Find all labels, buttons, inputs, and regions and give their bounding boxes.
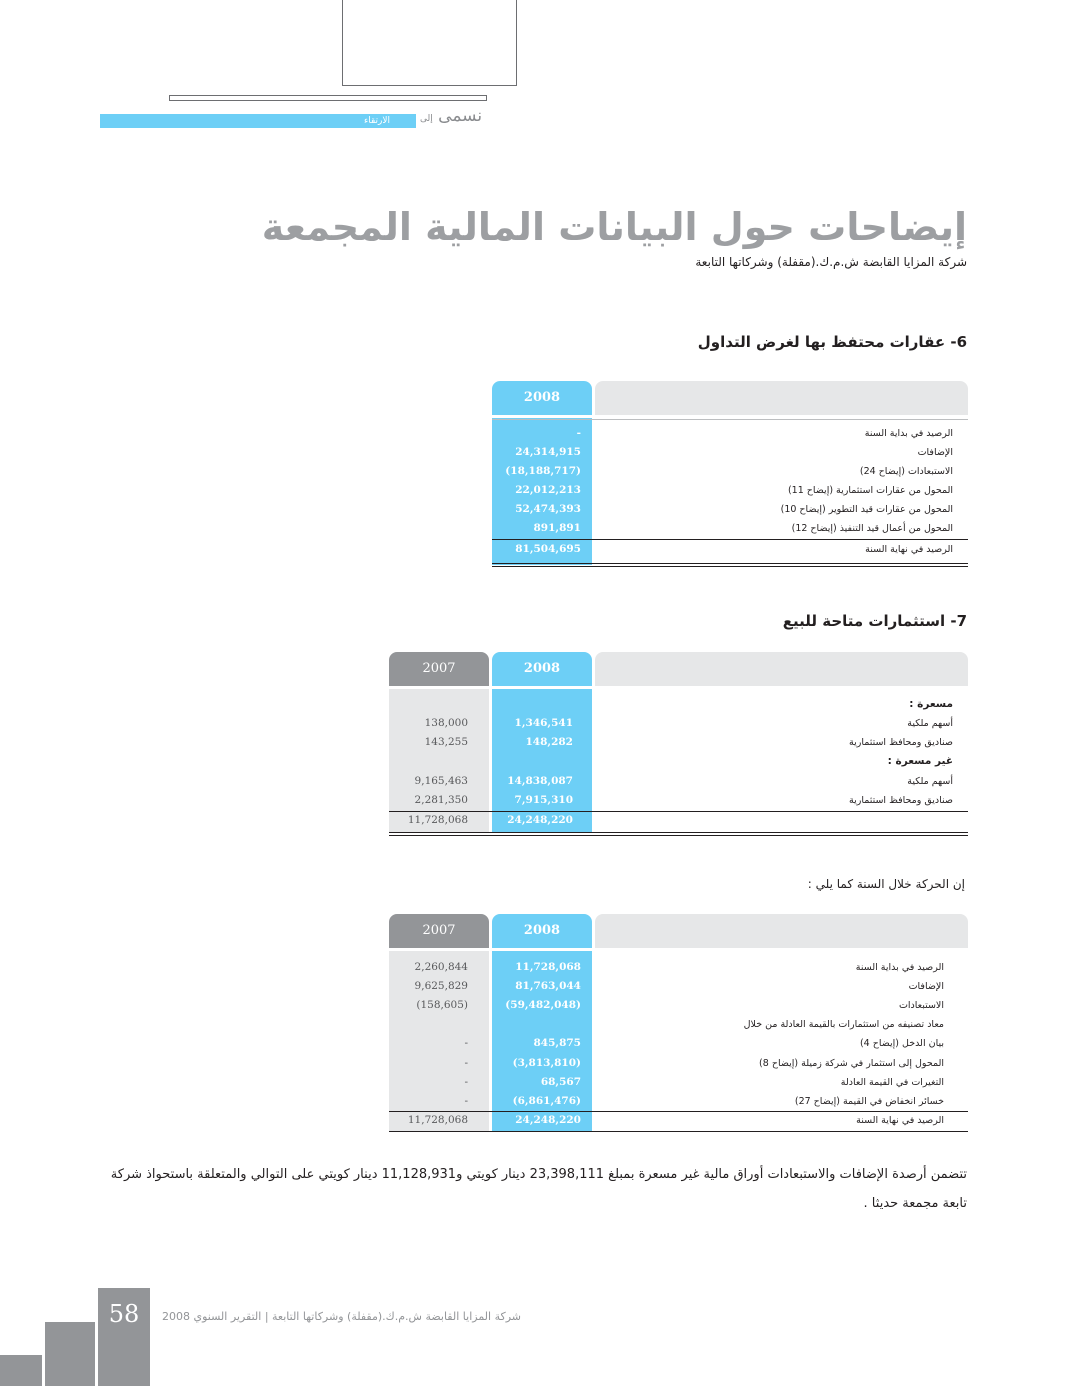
cell-2007: [389, 752, 468, 771]
row-label: التغيرات في القيمة العادلة: [840, 1077, 944, 1088]
footer-text: شركة المزايا القابضة ش.م.ك.(مقفلة) وشركاتها التابعة | التقرير السنوي 2008: [162, 1310, 521, 1323]
table-total-row: [389, 1111, 968, 1130]
cell-2008: [492, 752, 573, 771]
section7-title: 7- استثمارات متاحة للبيع: [782, 612, 967, 630]
section7b-header-2008: 2008: [492, 914, 592, 948]
table-row: [389, 996, 968, 1015]
table-total-row: [492, 540, 968, 559]
section7b-table: [389, 914, 968, 1134]
row-label: بيان الدخل (إيضاح 4): [859, 1038, 944, 1049]
cell-2008: (6,861,476): [512, 1095, 581, 1107]
row-label: الرصيد في بداية السنة: [855, 962, 944, 973]
section6-title: 6- عقارات محتفظ بها لغرض التداول: [697, 333, 967, 351]
section6-double-rule-1: [492, 563, 968, 564]
row-label: مسعرة :: [909, 698, 953, 710]
row-label: الإضافات: [917, 447, 953, 458]
cell-2007: [389, 1015, 468, 1034]
header-slogan: [420, 106, 482, 126]
section7b-double-rule-1: [389, 1131, 968, 1132]
page-title: إيضاحات حول البيانات المالية المجمعة: [261, 205, 967, 249]
header-bar: [169, 95, 487, 101]
table-total-row: [389, 811, 968, 830]
cell-2007: -: [464, 1076, 468, 1088]
slogan-small: إلى: [420, 114, 433, 124]
cell-2008: 81,504,695: [515, 543, 581, 555]
cell-2008: [492, 1015, 581, 1034]
cell-2008: (3,813,810): [512, 1057, 581, 1069]
cell-2008: 24,314,915: [515, 446, 581, 458]
cell-2008: 845,875: [533, 1037, 581, 1049]
cell-2007: 11,728,068: [407, 1114, 468, 1126]
table-row: [492, 443, 968, 462]
row-label: الرصيد في نهاية السنة: [856, 1115, 944, 1126]
header-frame: [342, 0, 517, 86]
cell-2007: 138,000: [424, 717, 468, 729]
cell-2008: 14,838,087: [507, 775, 573, 787]
page-number: 58: [108, 1300, 140, 1328]
table-row: [389, 1054, 968, 1073]
row-label: الاستبعادات: [898, 1000, 944, 1011]
section7-table: [389, 652, 968, 838]
cell-2008: 52,474,393: [515, 503, 581, 515]
footer-block-mid: [45, 1322, 95, 1386]
cell-2008: 1,346,541: [514, 717, 573, 729]
cell-2008: 81,763,044: [515, 980, 581, 992]
table-row: [492, 462, 968, 481]
row-label: الإضافات: [908, 981, 944, 992]
slogan-main: نسمى: [438, 106, 483, 126]
cell-2008: 22,012,213: [515, 484, 581, 496]
section7-header-2008: 2008: [492, 652, 592, 686]
section6-header-label: [595, 381, 968, 415]
cell-2008: (18,188,717): [505, 465, 581, 477]
section7-header-2007: 2007: [389, 652, 489, 686]
table-row: [389, 1034, 968, 1053]
section6-header-rule: [492, 419, 968, 420]
table-row: [389, 1092, 968, 1111]
row-label: الرصيد في بداية السنة: [864, 428, 953, 439]
row-label: المحول من عقارات قيد التطوير (إيضاح 10): [780, 504, 953, 515]
section7-double-rule-1: [389, 832, 968, 833]
table-row: [389, 733, 968, 752]
movement-note: إن الحركة خلال السنة كما يلي :: [807, 877, 965, 891]
section7b-header-label: [595, 914, 968, 948]
cell-2007: 9,165,463: [414, 775, 468, 787]
table-row: [492, 519, 968, 538]
cell-2008: (59,482,048): [505, 999, 581, 1011]
footer-block-left: [0, 1355, 42, 1386]
table-row: [492, 481, 968, 500]
note-paragraph: تتضمن أرصدة الإضافات والاستبعادات أوراق مالية غير مسعرة بمبلغ 23,398,111 دينار كويتي و11,128,931 دينار كويتي على التوالي والمتعلقة باستحواذ شركة تابعة مجمعة حديثا .: [110, 1167, 967, 1211]
row-label: أسهم ملكية: [907, 776, 953, 787]
table-row: [389, 695, 968, 714]
table-row: [492, 424, 968, 443]
section6-double-rule-2: [492, 566, 968, 567]
table-row: [389, 772, 968, 791]
cell-2008: 7,915,310: [514, 794, 573, 806]
row-label: معاد تصنيفه من استثمارات بالقيمة العادلة من خلال: [743, 1019, 944, 1030]
cell-2008: 148,282: [525, 736, 573, 748]
row-label: المحول من أعمال قيد التنفيذ (إيضاح 12): [791, 523, 953, 534]
table-row: [492, 500, 968, 519]
row-label: غير مسعرة :: [887, 755, 953, 767]
cell-2008: 11,728,068: [515, 961, 581, 973]
cell-2007: -: [464, 1095, 468, 1107]
cell-2008: 891,891: [533, 522, 581, 534]
row-label: الرصيد في نهاية السنة: [865, 544, 953, 555]
table-row: [389, 958, 968, 977]
row-label: الاستبعادات (إيضاح 24): [859, 466, 953, 477]
cell-2007: (158,605): [416, 999, 468, 1011]
cell-2007: 2,281,350: [414, 794, 468, 806]
cell-2007: 9,625,829: [414, 980, 468, 992]
cell-2008: 24,248,220: [515, 1114, 581, 1126]
table-row: [389, 714, 968, 733]
cell-2008: 24,248,220: [507, 814, 573, 826]
table-row: [389, 977, 968, 996]
row-label: خسائر انخفاض في القيمة (إيضاح 27): [794, 1096, 944, 1107]
cell-2007: -: [464, 1037, 468, 1049]
cell-2008: [492, 695, 573, 714]
table-row: [389, 1073, 968, 1092]
row-label: المحول إلى استثمار في شركة زميلة (إيضاح 8): [759, 1058, 944, 1069]
section6-header-2008: 2008: [492, 381, 592, 415]
cell-2007: [389, 695, 468, 714]
section7b-header-2007: 2007: [389, 914, 489, 948]
table-row: [389, 791, 968, 810]
table-row: [389, 752, 968, 771]
cell-2008: -: [576, 427, 581, 439]
header-strip-text: الارتقاء: [364, 116, 391, 126]
row-label: أسهم ملكية: [907, 718, 953, 729]
cell-2008: 68,567: [540, 1076, 581, 1088]
row-label: صناديق ومحافظ استثمارية: [849, 795, 953, 806]
page-subtitle: شركة المزايا القابضة ش.م.ك.(مقفلة) وشركاتها التابعة: [695, 255, 967, 269]
cell-2007: 143,255: [424, 736, 468, 748]
table-row: [389, 1015, 968, 1034]
row-label: صناديق ومحافظ استثمارية: [849, 737, 953, 748]
section7-double-rule-2: [389, 835, 968, 836]
cell-2007: 2,260,844: [414, 961, 468, 973]
cell-2007: -: [464, 1057, 468, 1069]
row-label: المحول من عقارات استثمارية (إيضاح 11): [787, 485, 953, 496]
section6-table: [492, 381, 968, 569]
section7-header-label: [595, 652, 968, 686]
cell-2007: 11,728,068: [407, 814, 468, 826]
